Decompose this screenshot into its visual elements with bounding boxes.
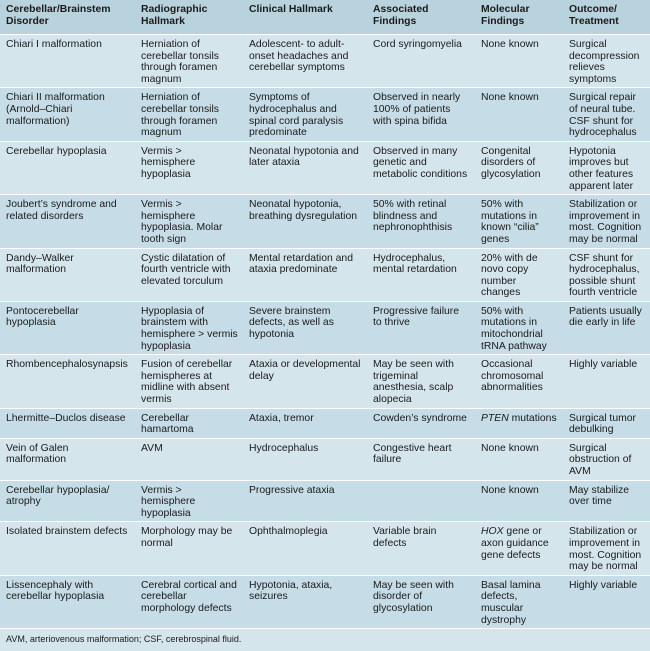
cell-associated: Congestive heart failure [367, 438, 475, 480]
molecular-text: 50% with mutations in mitochondrial tRNA pathway [481, 305, 547, 352]
cell-associated: Observed in many genetic and metabolic conditions [367, 141, 475, 194]
cell-clinical: Severe brainstem defects, as well as hypotonia [243, 301, 367, 354]
cell-associated: Variable brain defects [367, 522, 475, 575]
table-row [0, 438, 650, 480]
cell-disorder: Rhombencephalosynapsis [0, 355, 135, 408]
cell-radiographic: Herniation of cerebellar tonsils through foramen magnum [135, 35, 243, 88]
cell-clinical: Hypotonia, ataxia, seizures [243, 575, 367, 628]
table-row [0, 522, 650, 575]
cell-outcome: CSF shunt for hydrocephalus, possible shunt fourth ventricle [563, 248, 650, 301]
molecular-text: mutations [508, 412, 557, 424]
table-row [0, 35, 650, 88]
table-row [0, 575, 650, 628]
cell-molecular [475, 355, 563, 408]
cell-disorder: Chiari II malformation (Arnold–Chiari malformation) [0, 88, 135, 141]
cell-radiographic: Cystic dilatation of fourth ventricle with elevated torculum [135, 248, 243, 301]
cell-molecular [475, 522, 563, 575]
cell-radiographic: Vermis > hemisphere hypoplasia [135, 480, 243, 522]
header-outcome: Outcome/ Treatment [563, 0, 650, 35]
cell-clinical: Mental retardation and ataxia predominate [243, 248, 367, 301]
cell-associated: Cowden’s syndrome [367, 408, 475, 438]
cell-radiographic: Cerebellar hamartoma [135, 408, 243, 438]
cell-outcome: Stabilization or improvement in most. Cognition may be normal [563, 522, 650, 575]
cell-disorder: Cerebellar hypoplasia [0, 141, 135, 194]
cell-disorder: Lhermitte–Duclos disease [0, 408, 135, 438]
molecular-text: 20% with de novo copy number changes [481, 252, 538, 299]
table-row [0, 141, 650, 194]
table-row [0, 355, 650, 408]
cell-clinical: Neonatal hypotonia, breathing dysregulation [243, 195, 367, 248]
cell-molecular [475, 408, 563, 438]
cell-clinical: Hydrocephalus [243, 438, 367, 480]
cell-radiographic: Herniation of cerebellar tonsils through foramen magnum [135, 88, 243, 141]
header-associated: Associated Findings [367, 0, 475, 35]
table-row [0, 408, 650, 438]
table-row [0, 248, 650, 301]
header-disorder: Cerebellar/Brainstem Disorder [0, 0, 135, 35]
gene-name: HOX [481, 526, 504, 538]
cell-clinical: Progressive ataxia [243, 480, 367, 522]
cell-outcome: Stabilization or improvement in most. Cognition may be normal [563, 195, 650, 248]
cell-molecular [475, 575, 563, 628]
cell-molecular [475, 438, 563, 480]
gene-name: PTEN [481, 412, 509, 424]
cell-outcome: Surgical tumor debulking [563, 408, 650, 438]
cell-outcome: Highly variable [563, 355, 650, 408]
cell-molecular [475, 301, 563, 354]
table-header [0, 0, 650, 35]
molecular-text: None known [481, 442, 539, 454]
cell-radiographic: Vermis > hemisphere hypoplasia. Molar tooth sign [135, 195, 243, 248]
cell-clinical: Neonatal hypotonia and later ataxia [243, 141, 367, 194]
cell-molecular [475, 35, 563, 88]
cell-outcome: Highly variable [563, 575, 650, 628]
molecular-text: None known [481, 39, 539, 50]
table-row [0, 480, 650, 522]
cell-clinical: Ataxia, tremor [243, 408, 367, 438]
molecular-text: None known [481, 484, 539, 496]
molecular-text: None known [481, 92, 539, 104]
table-row [0, 88, 650, 141]
cell-clinical: Ataxia or developmental delay [243, 355, 367, 408]
cell-disorder: Isolated brainstem defects [0, 522, 135, 575]
cell-molecular [475, 248, 563, 301]
cell-molecular [475, 141, 563, 194]
molecular-text: Occasional chromosomal abnormalities [481, 359, 544, 394]
cell-outcome: Surgical repair of neural tube. CSF shunt for hydrocephalus [563, 88, 650, 141]
table-row [0, 301, 650, 354]
cell-associated: May be seen with trigeminal anesthesia, scalp alopecia [367, 355, 475, 408]
cell-associated [367, 480, 475, 522]
cell-associated: May be seen with disorder of glycosylation [367, 575, 475, 628]
cell-disorder: Cerebellar hypoplasia/ atrophy [0, 480, 135, 522]
cell-associated: Cord syringomyelia [367, 35, 475, 88]
cell-radiographic: Fusion of cerebellar hemispheres at midline with absent vermis [135, 355, 243, 408]
cell-molecular [475, 88, 563, 141]
molecular-text: Basal lamina defects, muscular dystrophy [481, 579, 541, 626]
cell-radiographic: Cerebral cortical and cerebellar morphology defects [135, 575, 243, 628]
cell-outcome: May stabilize over time [563, 480, 650, 522]
cell-outcome: Surgical decompression relieves symptoms [563, 35, 650, 88]
cell-disorder: Lissencephaly with cerebellar hypoplasia [0, 575, 135, 628]
cell-molecular [475, 195, 563, 248]
cell-associated: Observed in nearly 100% of patients with spina bifida [367, 88, 475, 141]
cell-clinical: Symptoms of hydrocephalus and spinal cord paralysis predominate [243, 88, 367, 141]
cell-radiographic: Vermis > hemisphere hypoplasia [135, 141, 243, 194]
cell-outcome: Hypotonia improves but other features apparent later [563, 141, 650, 194]
cell-radiographic: Morphology may be normal [135, 522, 243, 575]
cell-disorder: Joubert’s syndrome and related disorders [0, 195, 135, 248]
molecular-text: 50% with mutations in known “cilia” genes [481, 199, 539, 245]
molecular-text: Congenital disorders of glycosylation [481, 145, 541, 180]
footnote: AVM, arteriovenous malformation; CSF, cerebrospinal fluid. [0, 628, 650, 651]
header-molecular: Molecular Findings [475, 0, 563, 35]
cell-outcome: Surgical obstruction of AVM [563, 438, 650, 480]
cell-molecular [475, 480, 563, 522]
cell-disorder: Chiari I malformation [0, 35, 135, 88]
cell-associated: Progressive failure to thrive [367, 301, 475, 354]
header-radiographic: Radiographic Hallmark [135, 0, 243, 35]
cell-outcome: Patients usually die early in life [563, 301, 650, 354]
cell-associated: Hydrocephalus, mental retardation [367, 248, 475, 301]
cell-associated: 50% with retinal blindness and nephronophthisis [367, 195, 475, 248]
header-clinical: Clinical Hallmark [243, 0, 367, 35]
table-body [0, 35, 650, 629]
cell-radiographic: AVM [135, 438, 243, 480]
table-row [0, 195, 650, 248]
molecular-text: gene or axon guidance gene defects [481, 526, 549, 561]
cell-disorder: Vein of Galen malformation [0, 438, 135, 480]
cell-radiographic: Hypoplasia of brainstem with hemisphere > vermis hypoplasia [135, 301, 243, 354]
cell-clinical: Ophthalmoplegia [243, 522, 367, 575]
cell-clinical: Adolescent- to adult-onset headaches and cerebellar symptoms [243, 35, 367, 88]
cell-disorder: Dandy–Walker malformation [0, 248, 135, 301]
cell-disorder: Pontocerebellar hypoplasia [0, 301, 135, 354]
